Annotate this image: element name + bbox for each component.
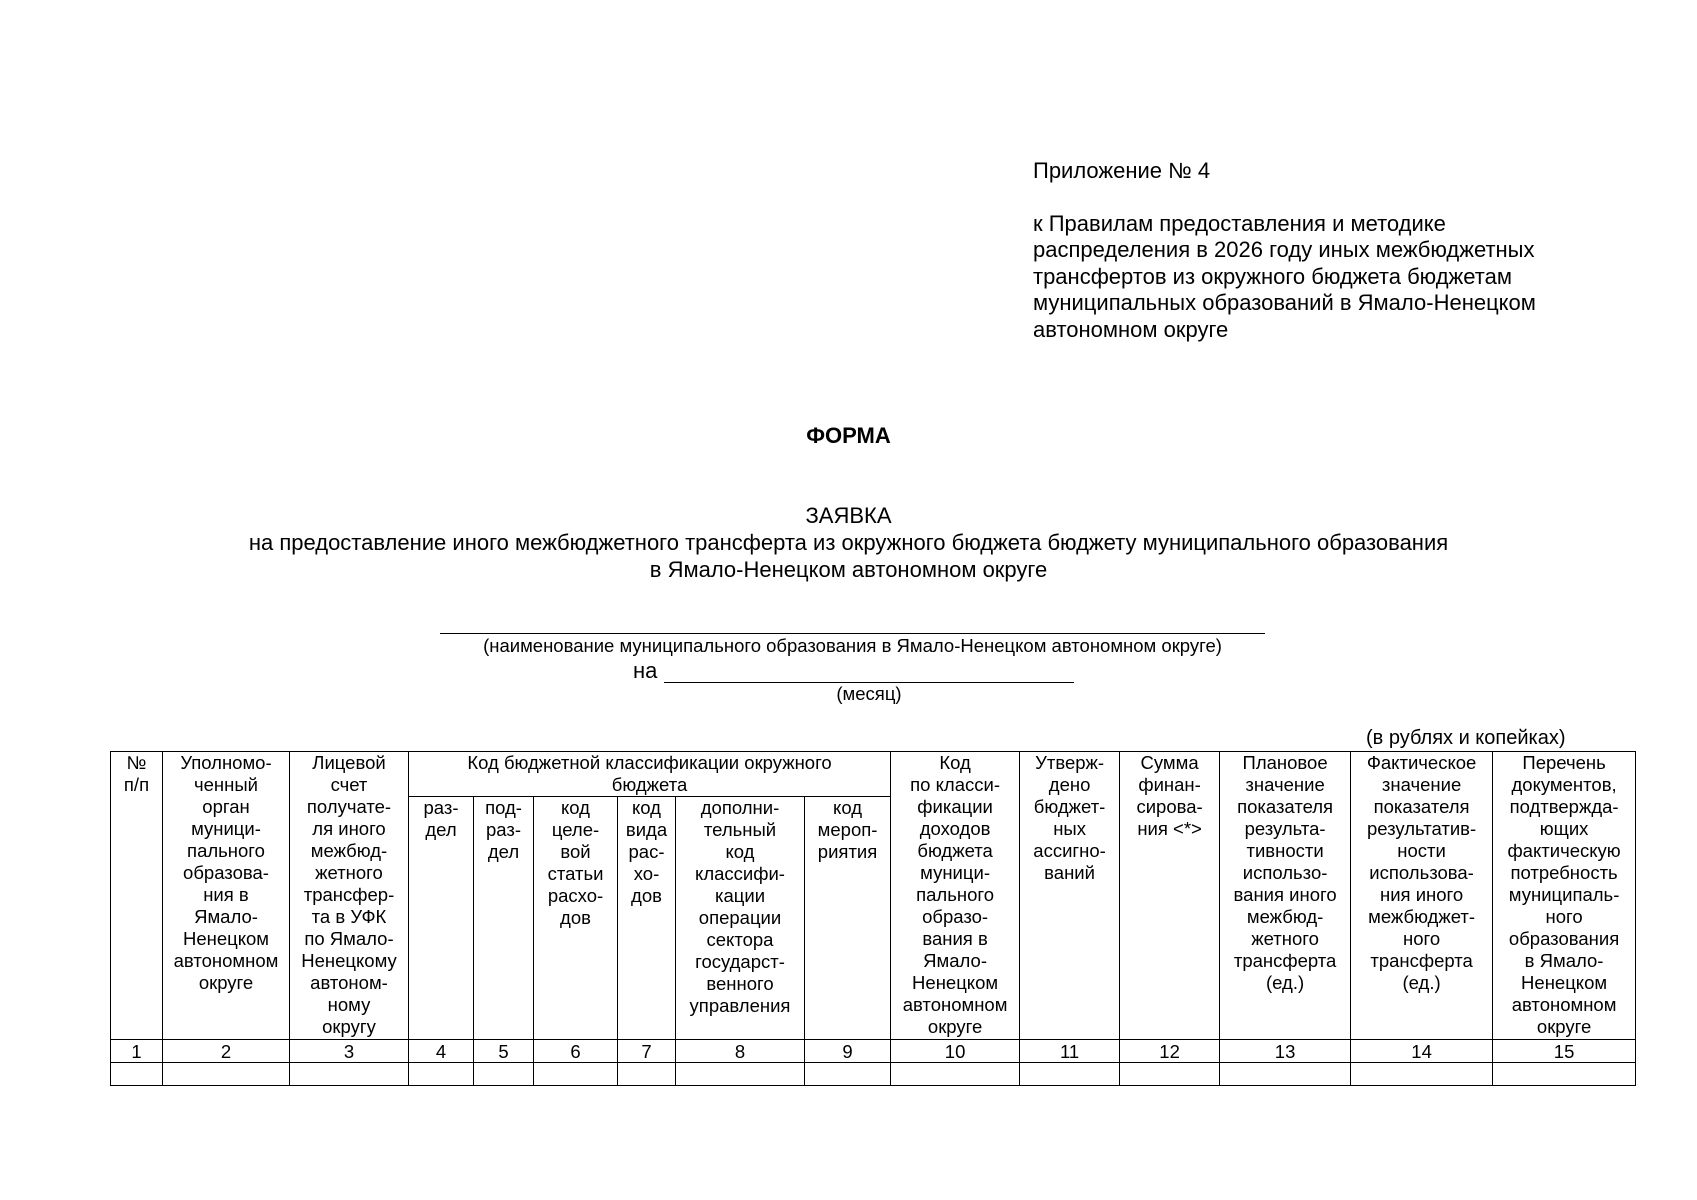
column-number: 4	[409, 1040, 474, 1063]
empty-cell[interactable]	[111, 1063, 163, 1086]
appendix-number: Приложение № 4	[1033, 158, 1211, 183]
header-col-11: Утверж- дено бюджет- ных ассигно- ваний	[1020, 752, 1120, 1040]
column-number: 9	[805, 1040, 891, 1063]
municipality-fill-line[interactable]	[440, 633, 1265, 634]
header-col-4: раз- дел	[409, 797, 474, 1040]
column-number: 11	[1020, 1040, 1120, 1063]
header-col-6: код целе- вой статьи расхо- дов	[534, 797, 618, 1040]
header-col-8: дополни- тельный код классифи- кации операции сектора государст- венного управления	[676, 797, 805, 1040]
empty-cell[interactable]	[534, 1063, 618, 1086]
column-number: 10	[891, 1040, 1020, 1063]
header-col-10: Код по класси- фикации доходов бюджета муници- пального образо- вания в Ямало- Ненецком автономном округе	[891, 752, 1020, 1040]
column-number: 13	[1220, 1040, 1351, 1063]
column-number: 3	[290, 1040, 409, 1063]
form-label: ФОРМА	[806, 423, 891, 448]
header-col-15: Перечень документов, подтвержда- ющих фактическую потребность муниципаль- ного образования в Ямало- Ненецком автономном округе	[1493, 752, 1636, 1040]
column-number-row	[111, 1040, 1636, 1063]
appendix-block	[1033, 158, 1593, 343]
title-line-3: в Ямало-Ненецком автономном округе	[649, 557, 1048, 582]
column-number: 2	[163, 1040, 290, 1063]
units-note: (в рублях и копейках)	[1366, 727, 1566, 749]
header-col-5: под- раз- дел	[474, 797, 534, 1040]
appendix-text: к Правилам предоставления и методике распределения в 2026 году иных межбюджетных трансфертов из окружного бюджета бюджетам муниципальных образований в Ямало-Ненецком автономном округе	[1033, 210, 1536, 342]
empty-cell[interactable]	[1493, 1063, 1636, 1086]
empty-cell[interactable]	[1351, 1063, 1493, 1086]
for-label: на	[633, 658, 658, 683]
column-number: 12	[1120, 1040, 1220, 1063]
header-col-9: код мероп- риятия	[805, 797, 891, 1040]
municipality-caption: (наименование муниципального образования в Ямало-Ненецком автономном округе)	[483, 635, 1222, 656]
empty-cell[interactable]	[676, 1063, 805, 1086]
header-col-1: № п/п	[111, 752, 163, 1040]
month-caption: (месяц)	[836, 683, 902, 704]
empty-cell[interactable]	[618, 1063, 676, 1086]
empty-cell[interactable]	[163, 1063, 290, 1086]
header-col-3: Лицевой счет получате- ля иного межбюд- жетного трансфер- та в УФК по Ямало- Ненецкому автоном- ному округу	[290, 752, 409, 1040]
empty-cell[interactable]	[409, 1063, 474, 1086]
title-line-2: на предоставление иного межбюджетного трансферта из окружного бюджета бюджету муниципального образования	[248, 530, 1449, 555]
header-col-2: Уполномо- ченный орган муници- пального образова- ния в Ямало- Ненецком автономном округе	[163, 752, 290, 1040]
empty-cell[interactable]	[1120, 1063, 1220, 1086]
empty-cell[interactable]	[474, 1063, 534, 1086]
header-col-7: код вида рас- хо- дов	[618, 797, 676, 1040]
column-number: 14	[1351, 1040, 1493, 1063]
empty-cell[interactable]	[290, 1063, 409, 1086]
empty-cell[interactable]	[891, 1063, 1020, 1086]
empty-cell[interactable]	[1020, 1063, 1120, 1086]
column-number: 7	[618, 1040, 676, 1063]
empty-data-row	[111, 1063, 1636, 1086]
header-budget-code-group: Код бюджетной классификации окружного бюджета	[409, 752, 891, 797]
header-col-12: Сумма финан- сирова- ния <*>	[1120, 752, 1220, 1040]
column-number: 15	[1493, 1040, 1636, 1063]
column-number: 5	[474, 1040, 534, 1063]
document-title	[0, 502, 1697, 583]
header-col-14: Фактическое значение показателя результатив- ности использова- ния иного межбюджет- ного трансферта (ед.)	[1351, 752, 1493, 1040]
column-number: 8	[676, 1040, 805, 1063]
title-line-1: ЗАЯВКА	[805, 503, 892, 528]
empty-cell[interactable]	[1220, 1063, 1351, 1086]
header-row-1	[111, 752, 1636, 797]
column-number: 6	[534, 1040, 618, 1063]
header-col-13: Плановое значение показателя результа- тивности использо- вания иного межбюд- жетного трансферта (ед.)	[1220, 752, 1351, 1040]
column-number: 1	[111, 1040, 163, 1063]
empty-cell[interactable]	[805, 1063, 891, 1086]
application-table	[110, 751, 1636, 1086]
